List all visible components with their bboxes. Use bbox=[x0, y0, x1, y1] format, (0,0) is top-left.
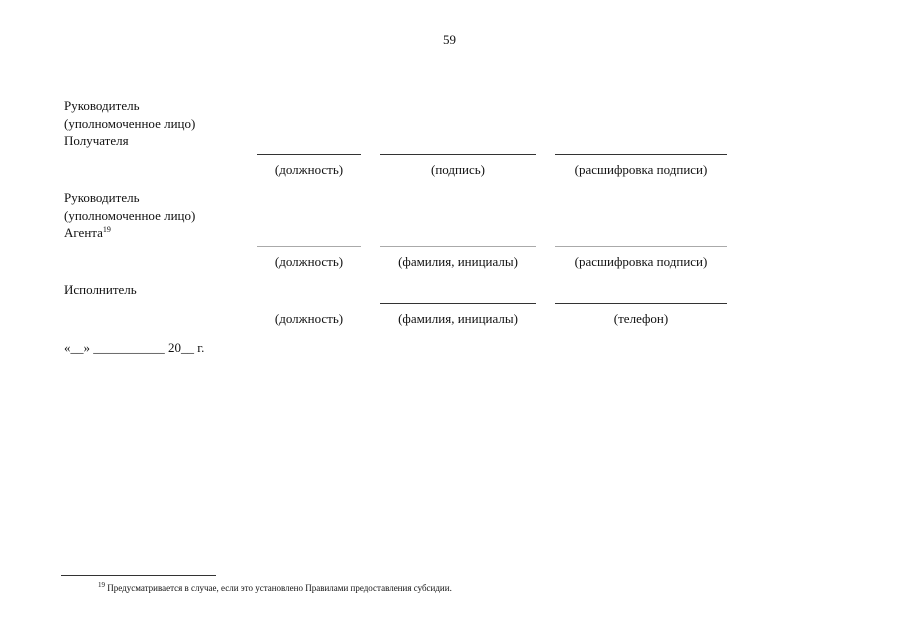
recipient-position-signature-line bbox=[257, 154, 361, 155]
executor-name-signature-line bbox=[380, 303, 536, 304]
recipient-title-line-2: (уполномоченное лицо) bbox=[64, 116, 196, 131]
footnote-reference: 19 bbox=[102, 225, 111, 234]
executor-title: Исполнитель bbox=[64, 282, 137, 297]
agent-decoding-caption: (расшифровка подписи) bbox=[574, 254, 708, 269]
footnote-separator bbox=[61, 575, 216, 576]
agent-title-line-1: Руководитель bbox=[64, 190, 140, 205]
agent-name-signature-line bbox=[380, 246, 536, 247]
recipient-title-line-3: Получателя bbox=[64, 133, 129, 148]
footnote-marker: 19 bbox=[98, 581, 105, 589]
agent-title-text: Агента bbox=[64, 225, 103, 240]
agent-title-line-3 bbox=[64, 225, 111, 240]
recipient-decoding-signature-line bbox=[555, 154, 727, 155]
agent-position-caption: (должность) bbox=[274, 254, 344, 269]
recipient-signature-caption: (подпись) bbox=[431, 162, 485, 177]
agent-position-signature-line bbox=[257, 246, 361, 247]
executor-name-caption: (фамилия, инициалы) bbox=[398, 311, 518, 326]
executor-position-caption: (должность) bbox=[274, 311, 344, 326]
date-line: «__» ___________ 20__ г. bbox=[64, 340, 205, 355]
recipient-position-caption: (должность) bbox=[274, 162, 344, 177]
executor-phone-caption: (телефон) bbox=[613, 311, 669, 326]
agent-decoding-signature-line bbox=[555, 246, 727, 247]
recipient-decoding-caption: (расшифровка подписи) bbox=[574, 162, 708, 177]
footnote-text: Предусматривается в случае, если это установлено Правилами предоставления субсидии. bbox=[107, 583, 452, 593]
recipient-signature-line bbox=[380, 154, 536, 155]
recipient-title-line-1: Руководитель bbox=[64, 98, 140, 113]
page-number: 59 bbox=[443, 32, 456, 47]
footnote bbox=[98, 583, 452, 594]
executor-phone-line bbox=[555, 303, 727, 304]
agent-title-line-2: (уполномоченное лицо) bbox=[64, 208, 196, 223]
agent-name-caption: (фамилия, инициалы) bbox=[398, 254, 518, 269]
